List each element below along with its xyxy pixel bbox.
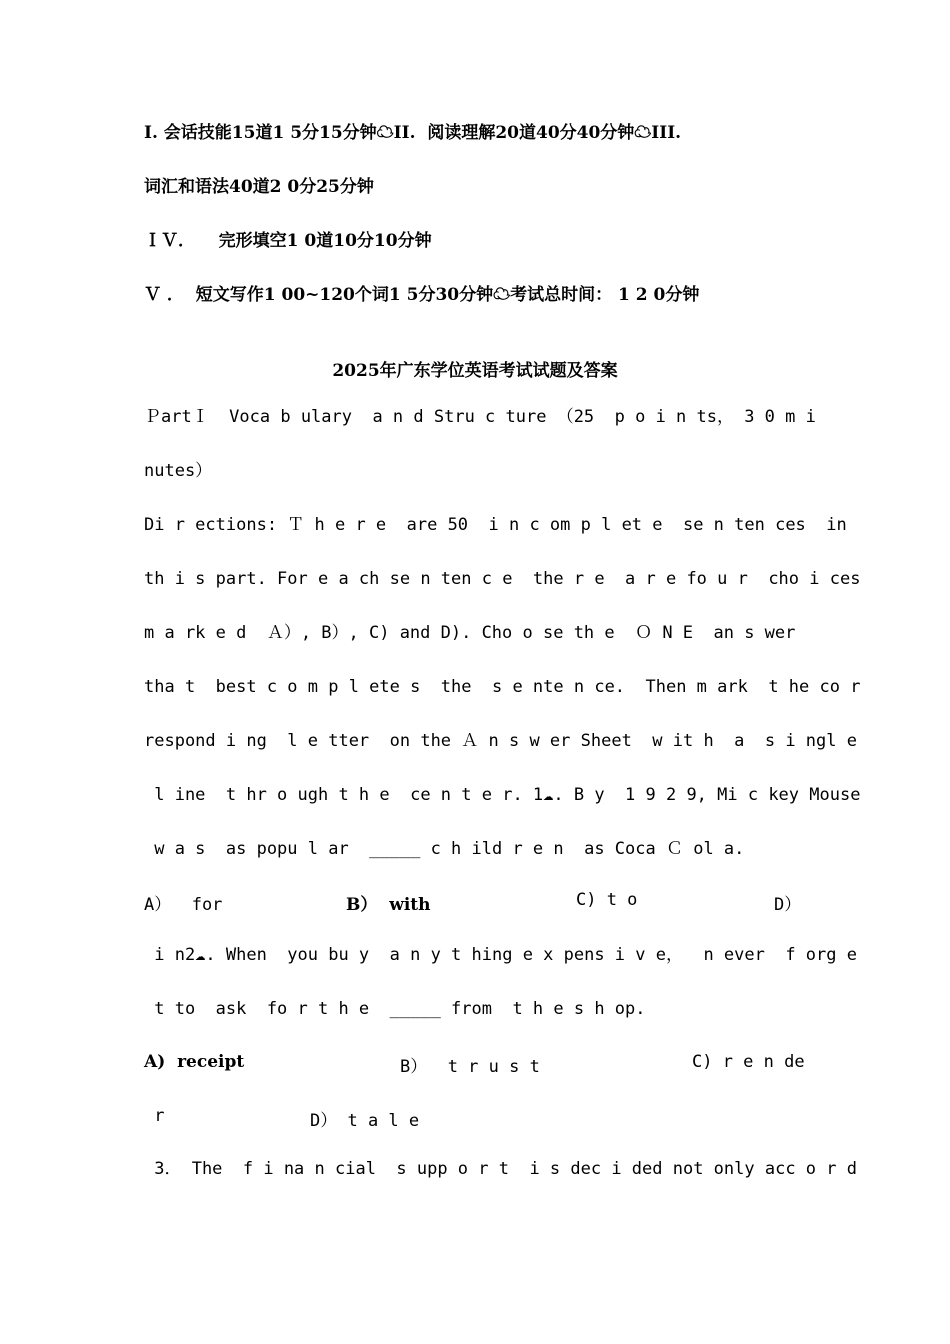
q2-option-c: C) r e n de bbox=[692, 1052, 805, 1072]
q2-option-c-continued: r bbox=[144, 1106, 165, 1126]
directions-line: tha t best c o m p l ete s the s e nte n ce. Then m ark t he co r bbox=[144, 677, 861, 697]
q2-option-b: B） t r u s t bbox=[400, 1057, 540, 1077]
directions-line: m a rk e d Ａ）, B）, C) and D). Cho o se th e Ｏ N E an s wer bbox=[144, 623, 796, 643]
directions-line: respond i ng l e tter on the Ａ n s w er Sheet w it h a s i ngl e bbox=[144, 731, 857, 751]
directions-line: l ine t hr o ugh t h e ce n t e r. 1☁. B y 1 9 2 9, Mi c key Mouse bbox=[144, 785, 861, 805]
structure-line-4: Ｖ ． 短文写作1 00~120个词1 5分30分钟☁考试总时间： 1 2 0分钟 bbox=[144, 285, 700, 305]
q2-option-d: D） t a l e bbox=[310, 1111, 420, 1131]
structure-line-1: I. 会话技能15道1 5分15分钟☁II. 阅读理解20道40分40分钟☁III. bbox=[144, 123, 682, 143]
directions-line: w a s as popu l ar _____ c h ild r e n as Coca Ｃ ol a. bbox=[144, 839, 745, 859]
q1-option-a: A） for bbox=[144, 895, 223, 915]
part-heading-line-1: ＰartⅠ Voca b ulary a n d Stru c ture （25 p o i n ts， 3 0 m i bbox=[144, 407, 816, 427]
question-2-line: i n2☁. When you bu y a n y t hing e x pens i v e， n ever f org e bbox=[144, 945, 857, 965]
structure-line-3: ＩＶ． 完形填空1 0道10分10分钟 bbox=[144, 231, 432, 251]
directions-line: Di r ections: Ｔ h e r e are 50 i n c om p l et e se n ten ces in bbox=[144, 515, 847, 535]
question-3-line: 3． The f i na n cial s upp o r t i s dec i ded not only acc o r d bbox=[144, 1159, 857, 1179]
question-2-line: t to ask fo r t h e _____ from t h e s h op. bbox=[144, 999, 646, 1019]
directions-line: th i s part. For e a ch se n ten c e the r e a r e fo u r cho i ces bbox=[144, 569, 861, 589]
q1-option-b: B） with bbox=[346, 895, 431, 915]
q1-option-c: C) t o bbox=[576, 890, 638, 910]
page-title: 2025年广东学位英语考试试题及答案 bbox=[332, 361, 618, 381]
part-heading-line-2: nutes） bbox=[144, 461, 213, 481]
q2-option-a: A) receipt bbox=[144, 1052, 245, 1072]
structure-line-2: 词汇和语法40道2 0分25分钟 bbox=[144, 177, 374, 197]
q1-option-d: D） bbox=[774, 895, 802, 915]
